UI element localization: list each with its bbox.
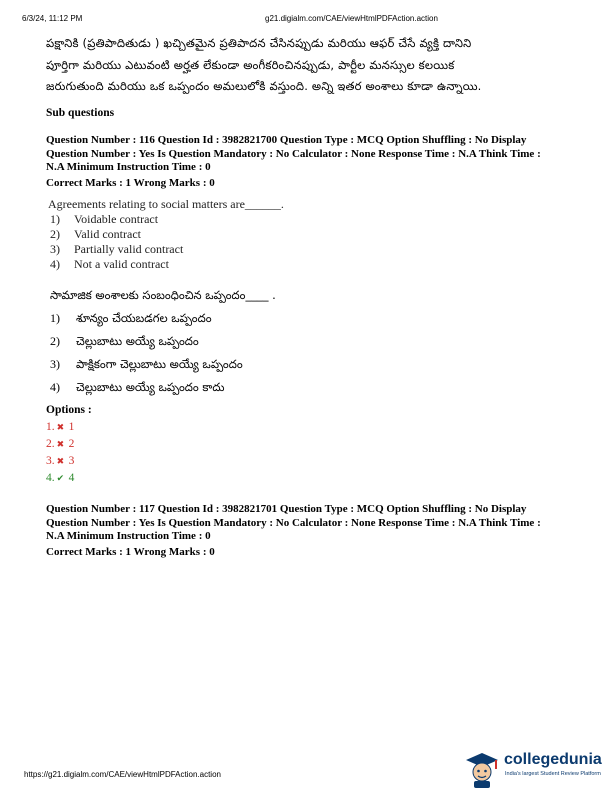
footer-url: https://g21.digialm.com/CAE/viewHtmlPDFAction.action [24, 770, 221, 779]
q116-meta [46, 134, 576, 190]
wrong-mark-icon: ✖ [56, 422, 65, 432]
meta-line: Question Number : Yes Is Question Mandatory : No Calculator : None Response Time : N.A Think Time : [46, 516, 541, 529]
option-number: 2) [50, 227, 60, 241]
answer-value: 3 [68, 455, 75, 467]
option-number: 4) [50, 380, 60, 394]
header-url: g21.digialm.com/CAE/viewHtmlPDFAction.action [265, 14, 438, 23]
option-number: 3) [50, 357, 60, 371]
answer-value: 4 [68, 472, 75, 484]
header-date: 6/3/24, 11:12 PM [22, 14, 83, 23]
options-label: Options : [46, 404, 92, 416]
meta-line: Question Number : 117 Question Id : 3982821701 Question Type : MCQ Option Shuffling : No Display [46, 503, 527, 515]
option-number: 4) [50, 257, 60, 271]
correct-check-icon: ✔ [56, 473, 65, 483]
option-text: Not a valid contract [74, 257, 169, 271]
option-text: శూన్యం చేయబడగల ఒప్పందం [76, 311, 212, 325]
answer-option [46, 472, 74, 484]
english-option [50, 227, 141, 242]
answer-number: 3. [46, 455, 55, 467]
english-option [50, 242, 183, 257]
answer-value: 1 [68, 421, 75, 433]
english-option [50, 257, 169, 272]
meta-line: Question Number : Yes Is Question Mandatory : No Calculator : None Response Time : N.A Think Time : [46, 147, 541, 160]
telugu-option [50, 357, 243, 374]
option-number: 3) [50, 242, 60, 256]
intro-paragraph [46, 33, 556, 98]
collegedunia-logo [462, 748, 612, 788]
logo-tagline: India's largest Student Review Platform [505, 771, 601, 777]
intro-line: పూర్తిగా మరియు ఎటువంటి అర్హత లేకుండా అంగీకరించినప్పుడు, పార్టీల మనస్సుల కలయిక [46, 57, 455, 72]
option-text: Partially valid contract [74, 242, 184, 256]
meta-line: N.A Minimum Instruction Time : 0 [46, 530, 211, 542]
english-option [50, 212, 158, 227]
answer-option [46, 438, 74, 450]
telugu-option [50, 311, 212, 328]
meta-line: Correct Marks : 1 Wrong Marks : 0 [46, 176, 215, 189]
option-text: చెల్లుబాటు అయ్యే ఒప్పందం [76, 334, 199, 348]
english-question: Agreements relating to social matters are______. [48, 197, 284, 211]
answer-number: 4. [46, 472, 55, 484]
answer-option [46, 421, 74, 433]
answer-number: 1. [46, 421, 55, 433]
telugu-option [50, 334, 199, 351]
option-number: 1) [50, 212, 60, 226]
logo-name: collegedunia [504, 751, 602, 768]
graduate-mascot-icon [462, 748, 502, 788]
answer-option [46, 455, 74, 467]
meta-line: Correct Marks : 1 Wrong Marks : 0 [46, 545, 215, 558]
option-text: చెల్లుబాటు అయ్యే ఒప్పందం కాదు [76, 380, 225, 394]
option-text: Voidable contract [74, 212, 159, 226]
intro-line: పక్షానికి (ప్రతిపాదితుడు ) ఖచ్చితమైన ప్రతిపాదన చేసినప్పుడు మరియు ఆఫర్ చేసే వ్యక్తి దానిని [46, 36, 472, 50]
intro-line: జరుగుతుంది మరియు ఒక ఒప్పందం అమలులోకి వస్తుంది. అన్ని ఇతర అంశాలు కూడా ఉన్నాయి. [46, 79, 482, 93]
meta-line: Question Number : 116 Question Id : 3982821700 Question Type : MCQ Option Shuffling : No Display [46, 134, 527, 146]
wrong-mark-icon: ✖ [56, 456, 65, 466]
option-text: పాక్షికంగా చెల్లుబాటు అయ్యే ఒప్పందం [76, 357, 243, 371]
option-number: 1) [50, 311, 60, 325]
meta-line: N.A Minimum Instruction Time : 0 [46, 161, 211, 173]
wrong-mark-icon: ✖ [56, 439, 65, 449]
telugu-question: సామాజిక అంశాలకు సంబంధించిన ఒప్పందం____ . [50, 288, 276, 302]
option-number: 2) [50, 334, 60, 348]
sub-questions-label: Sub questions [46, 107, 115, 119]
telugu-option [50, 380, 224, 397]
q117-meta [46, 503, 576, 559]
answer-value: 2 [68, 438, 75, 450]
option-text: Valid contract [74, 227, 141, 241]
answer-number: 2. [46, 438, 55, 450]
